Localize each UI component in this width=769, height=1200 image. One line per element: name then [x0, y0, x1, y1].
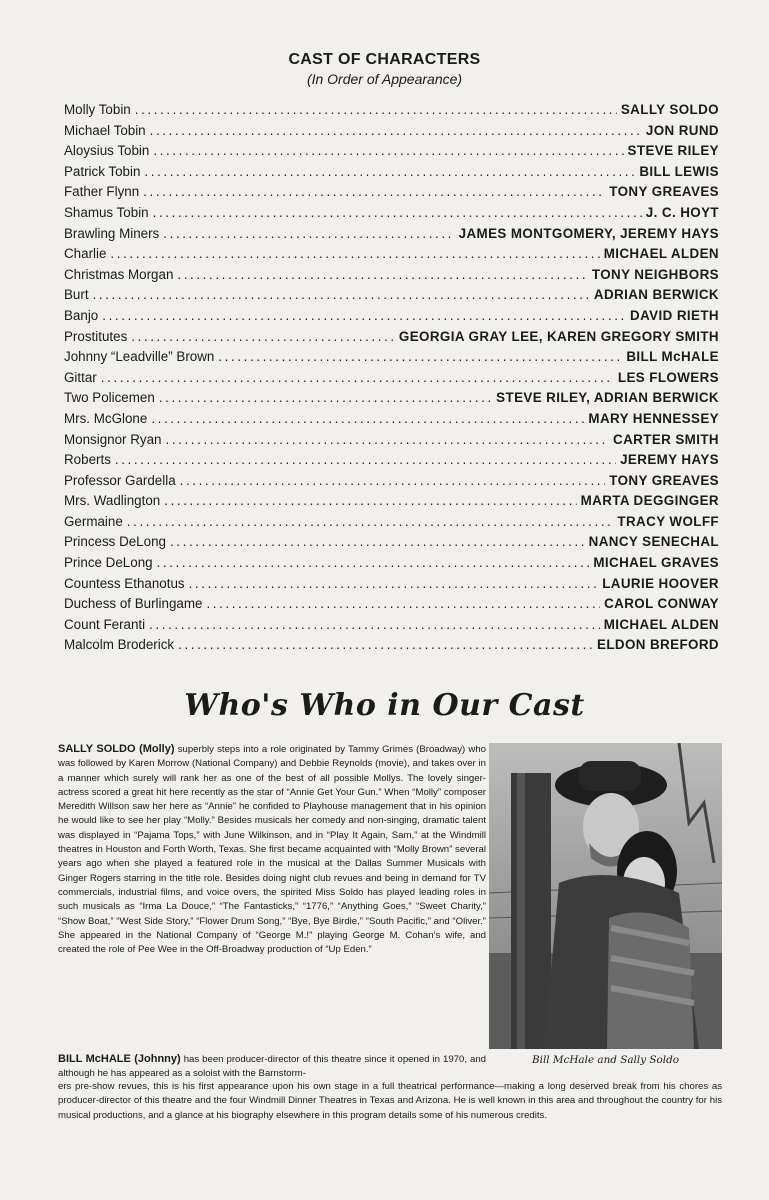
role-name: Burt — [64, 287, 89, 303]
cast-row — [64, 141, 719, 162]
leader-dots — [151, 409, 584, 430]
cast-row — [64, 574, 719, 595]
cast-row — [64, 430, 719, 451]
leader-dots — [163, 224, 454, 245]
actor-name: TRACY WOLFF — [617, 513, 719, 529]
leader-dots — [218, 347, 622, 368]
role-name: Professor Gardella — [64, 472, 176, 488]
bio-name: BILL McHALE (Johnny) — [58, 1053, 181, 1065]
cast-row — [64, 224, 719, 245]
leader-dots — [143, 182, 605, 203]
cast-row — [64, 182, 719, 203]
role-name: Shamus Tobin — [64, 204, 149, 220]
leader-dots — [127, 512, 614, 533]
actor-name: STEVE RILEY — [627, 143, 719, 159]
photo-caption: Bill McHale and Sally Soldo — [532, 1054, 679, 1066]
cast-row — [64, 306, 719, 327]
role-name: Brawling Miners — [64, 225, 160, 241]
actor-name: BILL LEWIS — [639, 163, 719, 179]
actor-name: CAROL CONWAY — [604, 596, 719, 612]
cast-row — [64, 491, 719, 512]
leader-dots — [135, 100, 617, 121]
role-name: Countess Ethanotus — [64, 575, 185, 591]
role-name: Count Feranti — [64, 616, 146, 632]
role-name: Two Policemen — [64, 390, 155, 406]
role-name: Germaine — [64, 513, 123, 529]
leader-dots — [93, 285, 590, 306]
actor-name: NANCY SENECHAL — [588, 534, 719, 550]
cast-row — [64, 635, 719, 656]
actor-name: LES FLOWERS — [617, 369, 719, 385]
cast-row — [64, 162, 719, 183]
bio-bill-mchale — [58, 1052, 486, 1082]
bio-sally-soldo — [58, 742, 486, 957]
cast-row — [64, 388, 719, 409]
leader-dots — [159, 388, 492, 409]
cast-row — [64, 265, 719, 286]
leader-dots — [178, 635, 593, 656]
actor-name: JEREMY HAYS — [620, 452, 719, 468]
leader-dots — [166, 430, 610, 451]
actor-name: DAVID RIETH — [630, 307, 719, 323]
bio-name: SALLY SOLDO (Molly) — [58, 743, 175, 755]
actor-name: TONY GREAVES — [609, 184, 719, 200]
role-name: Roberts — [64, 452, 111, 468]
role-name: Aloysius Tobin — [64, 143, 150, 159]
cast-row — [64, 100, 719, 121]
role-name: Michael Tobin — [64, 122, 146, 138]
cast-row — [64, 594, 719, 615]
leader-dots — [102, 306, 626, 327]
cast-list — [64, 100, 719, 656]
actor-name: ELDON BREFORD — [597, 637, 719, 653]
actor-name: MICHAEL GRAVES — [593, 555, 719, 571]
actor-name: TONY NEIGHBORS — [591, 266, 719, 282]
role-name: Princess DeLong — [64, 534, 166, 550]
cast-row — [64, 532, 719, 553]
bio-body: superbly steps into a role originated by Tammy Grimes (Broadway) who was followed by Karen Morrow (National Company) and Debbie Reynolds (movie), and takes over in a manner which surely will rank her as one of the best of all possible Mollys. The lovely singer-actress scored a great hit here recently as the star of “Annie Get Your Gun.” When “Molly” composer Meredith Willson saw her here as “Annie” he confided to Playhouse management that in his opinion he would like to see her play “Molly.” Besides musicals her comedy and non-singing, dramatic talent was displayed in “Pajama Tops,” with June Wilkinson, and in “Play It Again, Sam,” at the Windmill theatres in Houston and Forth Worth, Texas. She first became acquainted with “Molly Brown” several years ago when she played a featured role in the musical at the Dallas Summer Musicals with Ginger Rogers starring in the title role. Besides doing night club revues and being in demand for TV commercials, industrial films, and voice overs, the spirited Miss Soldo has played leading roles in such musicals as “Irma La Douce,” “The Fantasticks,” “1776,” “Anything Goes,” “Sweet Charity,” “Show Boat,” “West Side Story,” “Flower Drum Song,” “Bye, Bye Birdie,” “South Pacific,” and “Oliver.” She appeared in the National Company of “George M.!” playing George M. Cohan’s wife, and created the role of Pee Wee in the Off-Broadway production of “Up Eden.” — [58, 744, 486, 956]
role-name: Monsignor Ryan — [64, 431, 162, 447]
role-name: Mrs. Wadlington — [64, 493, 161, 509]
actor-name: ADRIAN BERWICK — [593, 287, 719, 303]
actor-name: STEVE RILEY, ADRIAN BERWICK — [496, 390, 719, 406]
role-name: Malcolm Broderick — [64, 637, 175, 653]
actor-name: J. C. HOYT — [645, 204, 719, 220]
actor-name: JAMES MONTGOMERY, JEREMY HAYS — [458, 225, 719, 241]
role-name: Prince DeLong — [64, 555, 153, 571]
bio-body: has been producer-director of this theatre since it opened in 1970, and although he has appeared as a soloist with the Barnstorm- — [58, 1054, 487, 1080]
cast-row — [64, 471, 719, 492]
role-name: Christmas Morgan — [64, 266, 174, 282]
actor-name: MARY HENNESSEY — [588, 410, 719, 426]
leader-dots — [115, 450, 616, 471]
cast-row — [64, 450, 719, 471]
cast-row — [64, 368, 719, 389]
role-name: Molly Tobin — [64, 102, 131, 117]
leader-dots — [189, 574, 599, 595]
cast-row — [64, 347, 719, 368]
role-name: Johnny “Leadville” Brown — [64, 349, 215, 365]
role-name: Gittar — [64, 369, 97, 385]
role-name: Banjo — [64, 307, 99, 323]
role-name: Patrick Tobin — [64, 163, 141, 179]
cast-row — [64, 203, 719, 224]
leader-dots — [206, 594, 600, 615]
bio-bill-mchale-continued: ers pre-show revues, this is his first appearance upon his own stage in a full theatrical performance—making a long deserved break from his chores as producer-director of this theatre and the four Windmill Dinner Theatres in Texas and Arizona. He is well known in this area and throughout the country for his musical productions, and a glance at his biography elsewhere in this program details some of his numerous credits. — [58, 1081, 722, 1121]
role-name: Charlie — [64, 246, 107, 262]
leader-dots — [101, 368, 614, 389]
cast-row — [64, 615, 719, 636]
leader-dots — [150, 121, 642, 142]
role-name: Duchess of Burlingame — [64, 596, 203, 612]
actor-name: CARTER SMITH — [613, 431, 719, 447]
cast-subtitle: (In Order of Appearance) — [306, 71, 463, 87]
cast-header — [0, 50, 769, 88]
leader-dots — [149, 615, 600, 636]
cast-row — [64, 121, 719, 142]
role-name: Father Flynn — [64, 184, 140, 200]
actor-name: TONY GREAVES — [609, 472, 719, 488]
leader-dots — [177, 265, 587, 286]
leader-dots — [110, 244, 599, 265]
actor-name: JON RUND — [645, 122, 719, 138]
role-name: Prostitutes — [64, 328, 128, 344]
actor-name: MICHAEL ALDEN — [603, 246, 719, 262]
actor-name: MARTA DEGGINGER — [580, 493, 719, 509]
cast-title: CAST OF CHARACTERS — [288, 51, 481, 68]
cast-row — [64, 409, 719, 430]
cast-row — [64, 327, 719, 348]
actor-name: LAURIE HOOVER — [602, 575, 719, 591]
leader-dots — [144, 162, 635, 183]
leader-dots — [153, 141, 623, 162]
cast-row — [64, 244, 719, 265]
leader-dots — [153, 203, 642, 224]
actor-name: BILL McHALE — [626, 349, 719, 365]
actor-name: GEORGIA GRAY LEE, KAREN GREGORY SMITH — [398, 328, 719, 344]
cast-row — [64, 285, 719, 306]
whos-who-heading: Who's Who in Our Cast — [184, 688, 585, 723]
leader-dots — [170, 532, 585, 553]
actor-name: SALLY SOLDO — [620, 102, 719, 117]
leader-dots — [157, 553, 590, 574]
leader-dots — [164, 491, 576, 512]
leader-dots — [180, 471, 606, 492]
role-name: Mrs. McGlone — [64, 410, 148, 426]
leader-dots — [131, 327, 395, 348]
cast-photo — [489, 743, 722, 1049]
cast-row — [64, 512, 719, 533]
actor-name: MICHAEL ALDEN — [603, 616, 719, 632]
cast-row — [64, 553, 719, 574]
